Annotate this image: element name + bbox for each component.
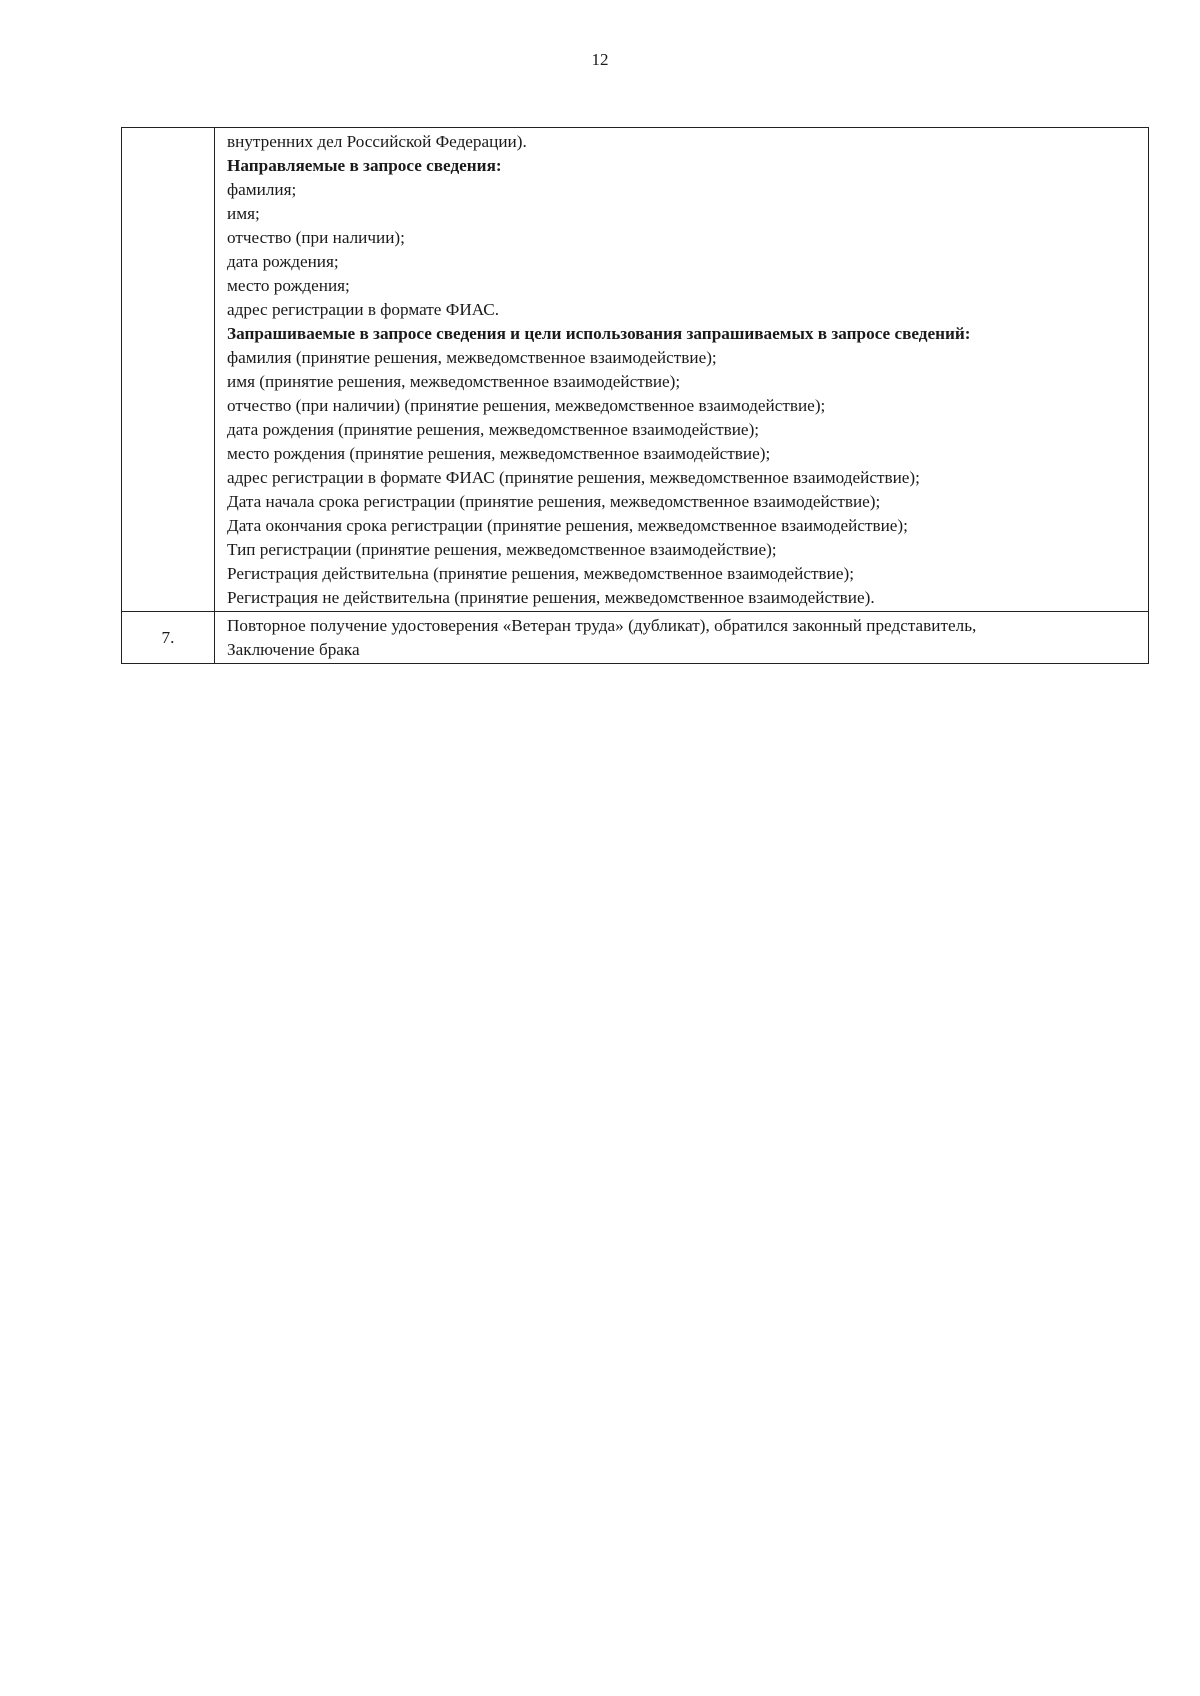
row-number-cell [122,128,215,612]
text-line: фамилия; [227,180,297,199]
text-line: Регистрация не действительна (принятие решения, межведомственное взаимодействие). [227,588,875,607]
text-line: Повторное получение удостоверения «Ветеран труда» (дубликат), обратился законный представитель, [227,616,977,635]
text-line: место рождения (принятие решения, межведомственное взаимодействие); [227,444,771,463]
text-line: фамилия (принятие решения, межведомственное взаимодействие); [227,348,717,367]
text-line: имя (принятие решения, межведомственное взаимодействие); [227,372,681,391]
text-line: внутренних дел Российской Федерации). [227,132,527,151]
text-line: Регистрация действительна (принятие решения, межведомственное взаимодействие); [227,564,854,583]
text-line: дата рождения (принятие решения, межведомственное взаимодействие); [227,420,760,439]
text-line: адрес регистрации в формате ФИАС. [227,300,500,319]
text-line: место рождения; [227,276,350,295]
section-heading-sent-data: Направляемые в запросе сведения: [227,156,502,175]
row-content-cell [215,128,1149,612]
table-body [122,128,1149,664]
text-line: Тип регистрации (принятие решения, межведомственное взаимодействие); [227,540,777,559]
text-line: отчество (при наличии) (принятие решения, межведомственное взаимодействие); [227,396,826,415]
text-line: Дата начала срока регистрации (принятие решения, межведомственное взаимодействие); [227,492,881,511]
table-row [122,128,1149,612]
text-line: отчество (при наличии); [227,228,405,247]
text-line: имя; [227,204,260,223]
document-table [121,127,1149,664]
text-line: Заключение брака [227,640,360,659]
row-number-cell: 7. [122,612,215,664]
text-line: адрес регистрации в формате ФИАС (принятие решения, межведомственное взаимодействие); [227,468,920,487]
row-content-cell [215,612,1149,664]
table-row [122,612,1149,664]
text-line: дата рождения; [227,252,339,271]
page-number: 12 [591,50,609,69]
section-heading-requested-data: Запрашиваемые в запросе сведения и цели использования запрашиваемых в запросе сведений: [227,324,971,343]
text-line: Дата окончания срока регистрации (принятие решения, межведомственное взаимодействие); [227,516,908,535]
